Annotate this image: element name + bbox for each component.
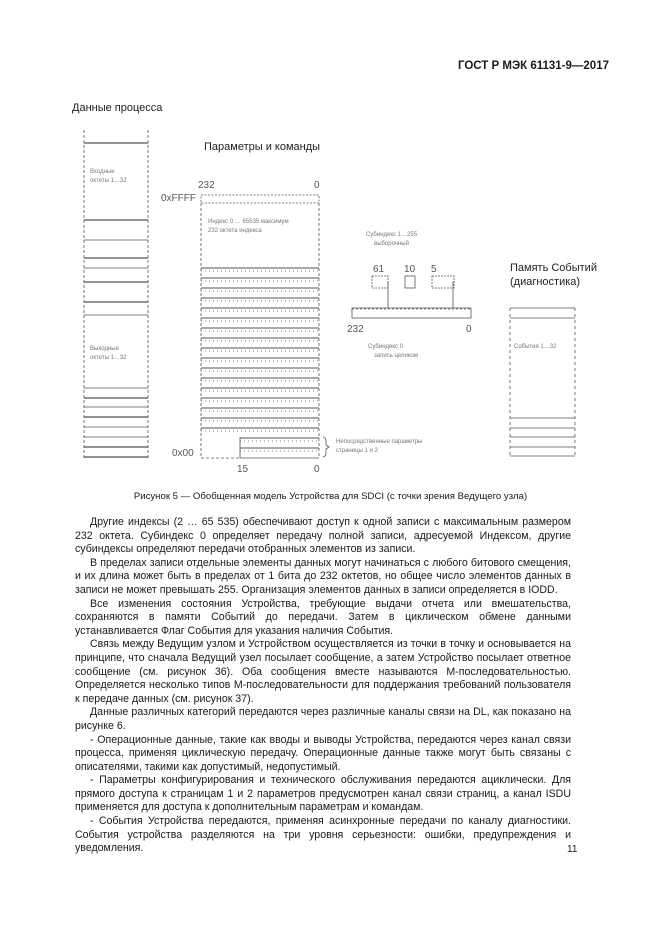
field-61-label: 61 [373,264,385,275]
events-label: События 1…32 [514,344,557,350]
input-octets-label: Входные [90,169,115,175]
params-title: Параметры и команды [204,141,321,153]
paragraph: В пределах записи отдельные элементы данных могут начинаться с любого битового смещения, и их длина может быть в пределах от 1 бита до 232 октетов, но общее число элементов данных в записи не может превышать 255. Организация элементов данных в записи определяется в IODD. [75,556,571,596]
paragraph: Данные различных категорий передаются через различные каналы связи на DL, как показано на рисунке 6. [75,706,571,732]
event-memory-title: Память Событий [510,262,597,274]
bit-232-label: 232 [198,180,215,191]
direct-params-label: Непосредственные параметры [336,439,423,445]
record-0-label: 0 [466,324,472,335]
figure-caption: Рисунок 5 — Обобщенная модель Устройства для SDCI (с точки зрения Ведущего узла) [133,491,528,502]
process-data-title: Данные процесса [72,102,163,114]
paragraph: - События Устройства передаются, применяя асинхронные передачи по каналу диагностики. События устройства разделяются на три уровня серьезности: ошибки, предупреждения и уведомления. [75,815,571,855]
record-diagram [352,276,471,318]
output-octets-label-2: октеты 1…32 [90,355,127,361]
input-octets-label-2: октеты 1…32 [90,178,127,184]
bit-0-label: 0 [314,180,320,191]
subindex-selective-label: Субиндекс 1…255 [366,232,418,238]
event-memory-title-2: (диагностика) [510,276,581,288]
subindex-selective-label-2: выборочный [374,241,409,247]
parameters-column [201,195,329,458]
standard-header: ГОСТ Р МЭК 61131-9—2017 [457,60,609,72]
body-text [75,516,571,856]
bit-0-bottom-label: 0 [314,464,320,475]
index-label: Индекс 0 … 65535 максимум [208,219,289,225]
record-232-label: 232 [347,324,364,335]
subindex0-label: Субиндекс 0 [368,344,404,350]
paragraph: Связь между Ведущим узлом и Устройством осуществляется из точки в точку и основывается на принципе, что сначала Ведущий узел посылает сообщение, а затем Устройство посылает ответное сообщение (см. рисунок 36). Оба сообщения вместе называются М-последовательностью. Определяется несколько типов М-последовательности для поддержания требований пользователя к передаче данных (см. рисунок 37). [75,638,571,705]
bit-15-label: 15 [237,464,249,475]
addr-00-label: 0x00 [172,448,194,459]
direct-params-label-2: страницы 1 и 2 [336,448,378,454]
paragraph: - Параметры конфигурирования и технического обслуживания передаются ациклически. Для прямого доступа к страницам 1 и 2 параметров предусмотрен канал связи страниц, а канал ISDU применяется для доступа к дополнительным параметрам и командам. [75,774,571,814]
field-10-label: 10 [404,264,416,275]
output-octets-label: Выходные [90,346,119,352]
paragraph: Другие индексы (2 … 65 535) обеспечивают доступ к одной записи с максимальным размером 232 октета. Субиндекс 0 определяет передачу полной записи, адресуемой Индексом, другие субиндексы определяют передачи отобранных элементов из записи. [75,516,571,556]
field-5-label: 5 [431,264,437,275]
index-label-2: 232 октета индекса [208,228,262,234]
page-number: 11 [567,844,578,855]
paragraph: - Операционные данные, такие как вводы и выводы Устройства, передаются через канал связи процесса, применяя циклическую передачу. Операционные данные также могут быть связаны с описателями, такими как допустимый, недопустимый. [75,733,571,773]
paragraph: Все изменения состояния Устройства, требующие выдачи отчета или вмешательства, сохраняются в памяти Событий до передачи. Затем в циклическом обмене данными устанавливается Флаг События для указания наличия События. [75,597,571,637]
event-memory-column [510,308,575,456]
addr-ffff-label: 0xFFFF [161,193,196,204]
subindex0-label-2: запись целиком [374,353,418,359]
